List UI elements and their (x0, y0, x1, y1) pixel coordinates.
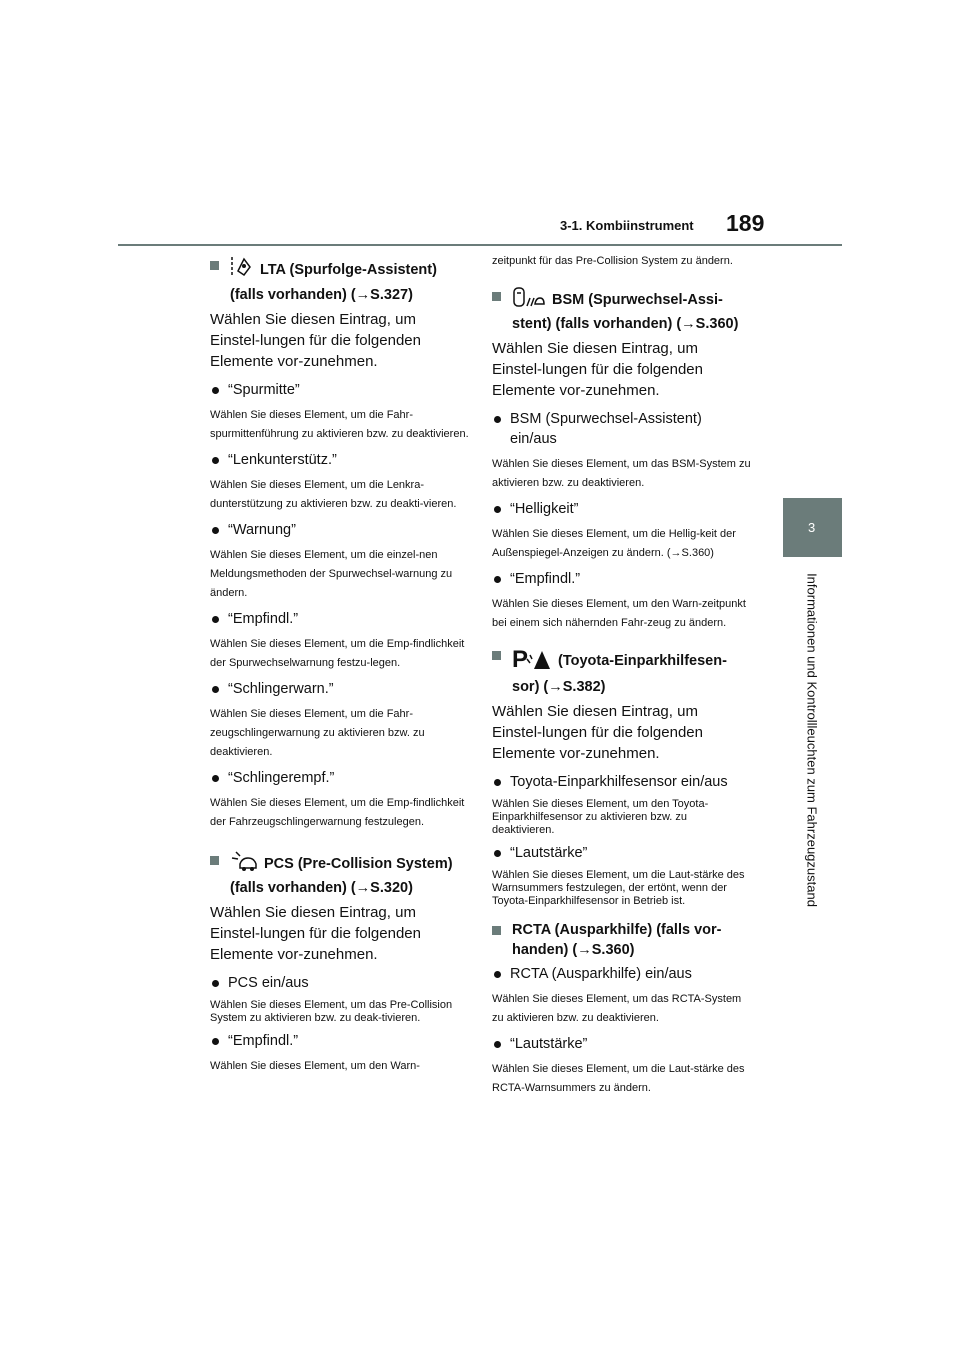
item-description: Wählen Sie dieses Element, um die Laut-stärke des Warnsummers festzulegen, der ertönt, wenn der Toyota-Einparkhilfesensor in Betrieb ist. (492, 869, 745, 907)
header-rule (118, 244, 842, 246)
item-description: Wählen Sie dieses Element, um die Laut-stärke des RCTA-Warnsummers zu ändern. (492, 1063, 745, 1094)
page-number: 189 (726, 210, 765, 236)
list-item (492, 772, 752, 792)
pcs-heading (210, 850, 470, 898)
bullet (212, 686, 219, 693)
item-label: “Lenkunterstütz.” (228, 452, 337, 468)
parking-heading-line2: sor) (→S.382) (512, 679, 606, 695)
item-description: Wählen Sie dieses Element, um die Hellig-keit der Außenspiegel-Anzeigen zu ändern. (→S.360) (492, 528, 736, 559)
item-description: Wählen Sie dieses Element, um die Fahr-spurmittenführung zu aktivieren bzw. zu deaktivieren. (210, 409, 469, 440)
list-item (492, 964, 752, 984)
item-label: Toyota-Einparkhilfesensor ein/aus (510, 774, 728, 790)
parking-heading-line1: (Toyota-Einparkhilfesen- (558, 652, 727, 669)
heading-square (210, 856, 219, 865)
bsm-heading-line2: stent) (falls vorhanden) (→S.360) (512, 316, 739, 332)
left-column (210, 255, 470, 1082)
bullet (494, 506, 501, 513)
item-description: Wählen Sie dieses Element, um die einzel-nen Meldungsmethoden der Spurwechsel-warnung zu ändern. (210, 549, 453, 599)
item-description: Wählen Sie dieses Element, um den Warn- (210, 1060, 420, 1072)
bullet (212, 457, 219, 464)
item-label: PCS ein/aus (228, 975, 309, 991)
list-item (210, 520, 470, 540)
lta-heading (210, 255, 470, 305)
pcs-heading-line1: PCS (Pre-Collision System) (264, 855, 453, 872)
list-item (210, 679, 470, 699)
item-label: “Lautstärke” (510, 845, 588, 861)
heading-square (492, 651, 501, 660)
list-item (492, 1034, 752, 1054)
item-description: Wählen Sie dieses Element, um den Warn-zeitpunkt bei einem sich nähernden Fahr-zeug zu ändern. (492, 598, 746, 629)
item-label: “Lautstärke” (510, 1036, 588, 1052)
bullet (494, 971, 501, 978)
item-description: Wählen Sie dieses Element, um die Fahr-zeugschlingerwarnung zu aktivieren bzw. zu deaktivieren. (210, 708, 425, 758)
rcta-heading-line1: RCTA (Ausparkhilfe) (falls vor- (512, 922, 722, 938)
lta-intro: Wählen Sie diesen Eintrag, um Einstel-lungen für die folgenden Elemente vor-zunehmen. (210, 311, 421, 370)
list-item (210, 450, 470, 470)
continuation-text: zeitpunkt für das Pre-Collision System zu ändern. (492, 255, 733, 267)
item-description: Wählen Sie dieses Element, um das RCTA-System zu aktivieren bzw. zu deaktivieren. (492, 993, 742, 1024)
list-item (492, 499, 752, 519)
bullet (494, 1041, 501, 1048)
item-label: “Empfindl.” (510, 571, 581, 587)
bullet (494, 576, 501, 583)
lta-heading-line2: (falls vorhanden) (→S.327) (230, 287, 413, 303)
lta-heading-line1: LTA (Spurfolge-Assistent) (260, 261, 437, 278)
bsm-heading-line1: BSM (Spurwechsel-Assi- (552, 291, 723, 308)
rcta-heading (492, 920, 752, 960)
bullet (212, 1038, 219, 1045)
item-description: Wählen Sie dieses Element, um die Emp-findlichkeit der Spurwechselwarnung festzu-legen. (210, 638, 465, 669)
item-label: “Helligkeit” (510, 501, 579, 517)
lta-lane-icon (230, 255, 254, 285)
bullet (212, 387, 219, 394)
bullet (212, 616, 219, 623)
item-label: BSM (Spurwechsel-Assistent) ein/aus (510, 411, 702, 447)
item-label: “Empfindl.” (228, 1033, 299, 1049)
item-description: Wählen Sie dieses Element, um die Lenkra-dunterstützung zu aktivieren bzw. zu deakti-vieren. (210, 479, 457, 510)
item-description: Wählen Sie dieses Element, um das BSM-System zu aktivieren bzw. zu deaktivieren. (492, 458, 751, 489)
heading-square (492, 926, 501, 935)
list-item (492, 843, 752, 863)
bullet (212, 527, 219, 534)
pcs-intro: Wählen Sie diesen Eintrag, um Einstel-lungen für die folgenden Elemente vor-zunehmen. (210, 904, 421, 963)
list-item (210, 1031, 470, 1051)
item-label: RCTA (Ausparkhilfe) ein/aus (510, 966, 692, 982)
item-label: “Spurmitte” (228, 382, 300, 398)
spacer (210, 838, 470, 850)
heading-square (492, 292, 501, 301)
list-item (210, 973, 470, 993)
bullet (494, 850, 501, 857)
list-item (210, 768, 470, 788)
svg-text:P: P (512, 646, 529, 671)
heading-square (210, 261, 219, 270)
item-label: “Schlingerwarn.” (228, 681, 334, 697)
parking-sensor-icon (512, 645, 552, 677)
pcs-collision-icon (230, 850, 258, 878)
chapter-label: Informationen und Kontrollleuchten zum Fahrzeugzustand (804, 573, 820, 907)
bsm-intro: Wählen Sie diesen Eintrag, um Einstel-lungen für die folgenden Elemente vor-zunehmen. (492, 340, 703, 399)
list-item (210, 380, 470, 400)
right-column (492, 255, 752, 1104)
list-item (492, 569, 752, 589)
bullet (494, 779, 501, 786)
list-item (492, 409, 752, 449)
bullet (494, 416, 501, 423)
bullet (212, 980, 219, 987)
section-title: 3-1. Kombiinstrument (560, 218, 694, 233)
parking-heading (492, 645, 752, 697)
item-description: Wählen Sie dieses Element, um den Toyota-Einparkhilfesensor zu aktivieren bzw. zu deaktivieren. (492, 798, 709, 836)
pcs-heading-line2: (falls vorhanden) (→S.320) (230, 880, 413, 896)
chapter-tab-number: 3 (808, 520, 816, 535)
bsm-heading (492, 286, 752, 334)
spacer (492, 274, 752, 286)
item-label: “Schlingerempf.” (228, 770, 335, 786)
item-label: “Empfindl.” (228, 611, 299, 627)
item-label: “Warnung” (228, 522, 296, 538)
item-description: Wählen Sie dieses Element, um das Pre-Collision System zu aktivieren bzw. zu deak-tivieren. (210, 999, 453, 1024)
parking-intro: Wählen Sie diesen Eintrag, um Einstel-lungen für die folgenden Elemente vor-zunehmen. (492, 703, 703, 762)
bullet (212, 775, 219, 782)
bsm-mirror-icon (512, 286, 546, 314)
rcta-heading-line2: handen) (→S.360) (512, 942, 635, 958)
list-item (210, 609, 470, 629)
item-description: Wählen Sie dieses Element, um die Emp-findlichkeit der Fahrzeugschlingerwarnung festzulegen. (210, 797, 465, 828)
